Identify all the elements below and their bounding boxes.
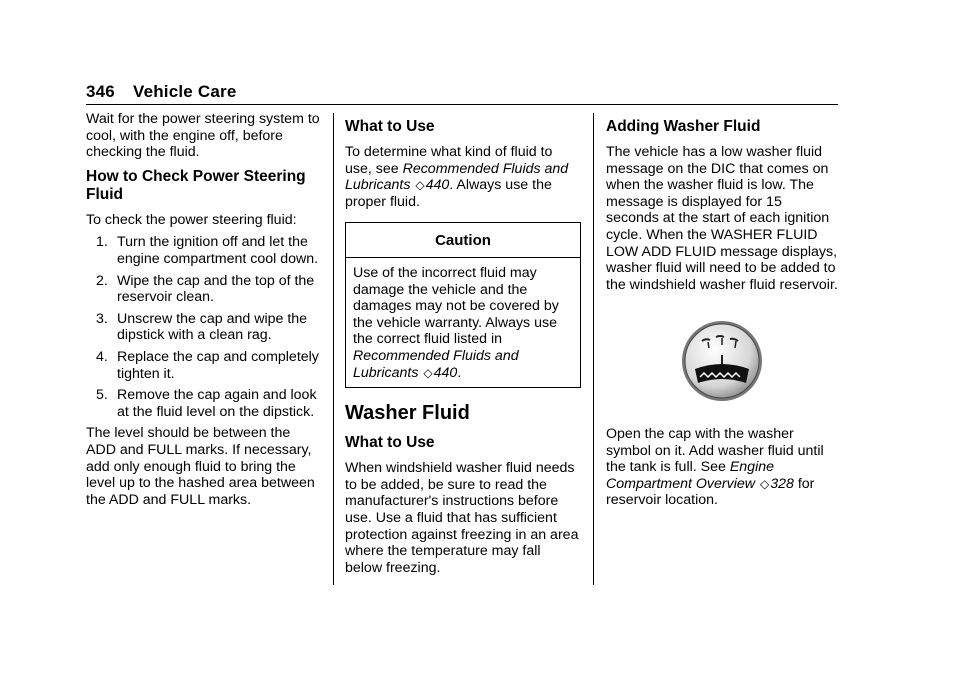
page-header bbox=[86, 82, 237, 102]
page-ref[interactable]: 440 bbox=[425, 177, 450, 194]
adding-washer-paragraph: The vehicle has a low washer fluid message on the DIC that comes on when the washer fluid is low. The message is displayed for 15 seconds at the start of each ignition cycle. When the WASHER FLUID LOW ADD FLUID message displays, washer fluid will need to be added to the windshield washer fluid reservoir. bbox=[606, 144, 838, 293]
engine-compartment-link[interactable]: Engine Compartment Overview bbox=[606, 459, 775, 492]
column-2 bbox=[345, 111, 581, 582]
lead-paragraph: To check the power steering fluid: bbox=[86, 211, 297, 228]
heading-adding-washer-fluid: Adding Washer Fluid bbox=[606, 118, 761, 135]
intro-paragraph: Wait for the power steering system to cool, with the engine off, before checking the fluid. bbox=[86, 111, 320, 161]
page-ref-icon: ◇ bbox=[423, 365, 433, 380]
page-ref-icon: ◇ bbox=[415, 178, 425, 193]
list-item: 4. Replace the cap and completely tighten it. bbox=[96, 348, 319, 382]
page-ref[interactable]: 440 bbox=[433, 364, 458, 381]
page-number: 346 bbox=[86, 82, 115, 101]
column-3 bbox=[606, 111, 838, 515]
list-item: 5. Remove the cap again and look at the fluid level on the dipstick. bbox=[96, 387, 317, 420]
column-divider bbox=[333, 113, 334, 585]
washer-what-to-use-paragraph: When windshield washer fluid needs to be added, be sure to read the manufacturer's instructions before use. Use a fluid that has sufficient protection against freezing in an area where the temperature may fall below freezing. bbox=[345, 460, 579, 576]
what-to-use-paragraph: To determine what kind of fluid to use, see Recommended Fluids and Lubricants ◇440. Always use the proper fluid. bbox=[345, 144, 569, 210]
heading-what-to-use: What to Use bbox=[345, 118, 435, 135]
header-rule bbox=[86, 104, 838, 105]
caution-body: Use of the incorrect fluid may damage the vehicle and the damages may not be covered by the vehicle warranty. Always use the correct fluid listed in Recommended Fluids and Lubricants ◇440. bbox=[353, 264, 559, 381]
list-item: 3. Unscrew the cap and wipe the dipstick with a clean rag. bbox=[96, 310, 308, 344]
heading-washer-fluid: Washer Fluid bbox=[345, 402, 470, 425]
washer-symbol-figure bbox=[606, 319, 838, 408]
list-item: 1. Turn the ignition off and let the engine compartment cool down. bbox=[96, 234, 319, 267]
section-title: Vehicle Care bbox=[132, 82, 237, 101]
page-ref[interactable]: 328 bbox=[770, 475, 794, 492]
caution-title: Caution bbox=[346, 223, 580, 258]
heading-what-to-use-washer: What to Use bbox=[345, 434, 435, 452]
caution-box bbox=[345, 222, 581, 388]
washer-fluid-icon bbox=[680, 319, 764, 403]
level-paragraph: The level should be between the ADD and FULL marks. If necessary, add only enough fluid to bring the level up to the hashed area between the ADD and FULL marks. bbox=[86, 425, 315, 508]
column-divider bbox=[593, 113, 594, 585]
recommended-fluids-link[interactable]: Recommended Fluids and Lubricants bbox=[345, 160, 569, 194]
page-ref-icon: ◇ bbox=[759, 476, 770, 491]
open-cap-paragraph: Open the cap with the washer symbol on it. Add washer fluid until the tank is full. See Engine Compartment Overview ◇328 for reservoir location. bbox=[606, 425, 824, 509]
recommended-fluids-link[interactable]: Recommended Fluids and Lubricants bbox=[353, 347, 519, 381]
steps-list bbox=[86, 234, 322, 420]
column-1 bbox=[86, 111, 322, 514]
heading-check-power-steering: How to Check Power Steering Fluid bbox=[86, 167, 306, 203]
list-item: 2. Wipe the cap and the top of the reservoir clean. bbox=[96, 272, 315, 306]
